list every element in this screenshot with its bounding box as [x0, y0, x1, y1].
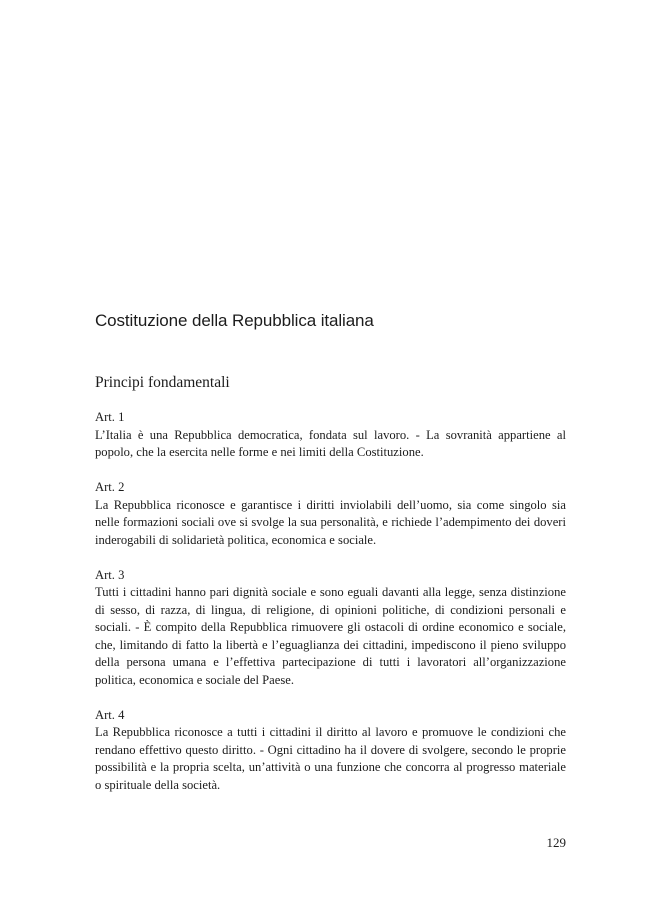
article-text: La Repubblica riconosce e garantisce i diritti inviolabili dell’uomo, sia come singolo sia nelle formazioni sociali ove si svolge la sua personalità, e richiede l’adempimento dei doveri inderogabili di solidarietà politica, economica e sociale.: [95, 497, 566, 547]
article-text: Tutti i cittadini hanno pari dignità sociale e sono eguali davanti alla legge, senza distinzione di sesso, di razza, di lingua, di religione, di opinioni politiche, di condizioni personali e sociali. - È compito della Repubblica rimuovere gli ostacoli di ordine economico e sociale, che, limitando di fatto la libertà e l’eguaglianza dei cittadini, impediscono il pieno sviluppo della persona umana e l’effettiva partecipazione di tutti i lavoratori all’organizzazione politica, economica e sociale del Paese.: [95, 585, 566, 687]
section-title: Principi fondamentali: [95, 374, 230, 391]
article-4: [95, 707, 566, 795]
article-3: [95, 567, 566, 690]
document-title: Costituzione della Repubblica italiana: [95, 311, 374, 330]
article-label: Art. 1: [95, 410, 125, 424]
article-text: La Repubblica riconosce a tutti i cittadini il diritto al lavoro e promuove le condizioni che rendano effettivo questo diritto. - Ogni cittadino ha il dovere di svolgere, secondo le proprie possibilità e la propria scelta, un’attività o una funzione che concorra al progresso materiale o spirituale della società.: [95, 725, 566, 792]
article-label: Art. 3: [95, 567, 125, 582]
article-1: [95, 409, 566, 462]
articles-list: [95, 409, 566, 812]
article-2: [95, 479, 566, 549]
page-number: 129: [546, 835, 566, 850]
document-page: [95, 0, 566, 914]
article-label: Art. 2: [95, 480, 125, 494]
article-label: Art. 4: [95, 707, 125, 722]
article-text: L’Italia è una Repubblica democratica, fondata sul lavoro. - La sovranità appartiene al popolo, che la esercita nelle forme e nei limiti della Costituzione.: [95, 427, 566, 459]
